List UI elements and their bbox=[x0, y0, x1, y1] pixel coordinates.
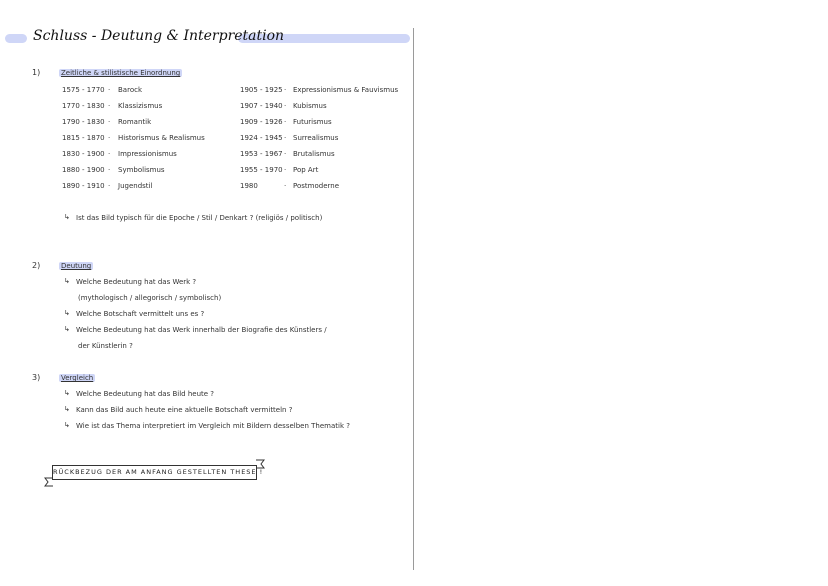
section-number: 1) bbox=[32, 68, 41, 77]
epoch-years: 1880 - 1900 bbox=[62, 166, 105, 174]
epoch-style: Barock bbox=[118, 86, 143, 94]
epoch-dot: · bbox=[284, 102, 287, 110]
epoch-dot: · bbox=[284, 182, 287, 190]
section-number: 3) bbox=[32, 373, 41, 382]
epoch-dot: · bbox=[108, 182, 111, 190]
epoch-style: Futurismus bbox=[293, 118, 332, 126]
epoch-years: 1924 - 1945 bbox=[240, 134, 283, 142]
bullet-text: der Künstlerin ? bbox=[78, 342, 133, 350]
epoch-style: Postmoderne bbox=[293, 182, 339, 190]
epoch-style: Romantik bbox=[118, 118, 152, 126]
bullet-text: Wie ist das Thema interpretiert im Vergleich mit Bildern desselben Thematik ? bbox=[76, 422, 350, 430]
epoch-dot: · bbox=[108, 86, 111, 94]
epoch-years: 1980 bbox=[240, 182, 258, 190]
bullet-text: Welche Bedeutung hat das Werk ? bbox=[76, 278, 197, 286]
arrow-icon: ↳ bbox=[64, 277, 70, 285]
arrow-icon: ↳ bbox=[64, 325, 70, 333]
epoch-years: 1953 - 1967 bbox=[240, 150, 283, 158]
epoch-style: Symbolismus bbox=[118, 166, 165, 174]
section-heading: Deutung bbox=[61, 262, 92, 270]
arrow-icon: ↳ bbox=[64, 309, 70, 317]
section-note: Ist das Bild typisch für die Epoche / Stil / Denkart ? (religiös / politisch) bbox=[76, 214, 323, 222]
epoch-style: Historismus & Realismus bbox=[118, 134, 205, 142]
epoch-dot: · bbox=[108, 150, 111, 158]
section-heading: Zeitliche & stilistische Einordnung bbox=[61, 69, 181, 77]
bullet-text: Welche Bedeutung hat das Bild heute ? bbox=[76, 390, 214, 398]
bullet-text: Kann das Bild auch heute eine aktuelle Botschaft vermitteln ? bbox=[76, 406, 293, 414]
bullet-text: (mythologisch / allegorisch / symbolisch) bbox=[78, 294, 222, 302]
epoch-years: 1770 - 1830 bbox=[62, 102, 105, 110]
epoch-years: 1790 - 1830 bbox=[62, 118, 105, 126]
arrow-icon: ↳ bbox=[64, 421, 70, 429]
epoch-style: Kubismus bbox=[293, 102, 327, 110]
epoch-dot: · bbox=[284, 166, 287, 174]
section-heading: Vergleich bbox=[61, 374, 94, 382]
page-title: Schluss - Deutung & Interpretation bbox=[33, 28, 285, 44]
epoch-style: Impressionismus bbox=[118, 150, 177, 158]
epoch-years: 1907 - 1940 bbox=[240, 102, 283, 110]
epoch-dot: · bbox=[284, 118, 287, 126]
epoch-style: Expressionismus & Fauvismus bbox=[293, 86, 399, 94]
epoch-dot: · bbox=[108, 102, 111, 110]
arrow-icon: ↳ bbox=[64, 405, 70, 413]
epoch-dot: · bbox=[284, 86, 287, 94]
epoch-dot: · bbox=[108, 134, 111, 142]
bullet-text: Welche Botschaft vermittelt uns es ? bbox=[76, 310, 205, 318]
epoch-years: 1909 - 1926 bbox=[240, 118, 283, 126]
page-divider bbox=[413, 28, 414, 570]
epoch-dot: · bbox=[284, 150, 287, 158]
title-highlight-left bbox=[5, 34, 27, 43]
epoch-years: 1955 - 1970 bbox=[240, 166, 283, 174]
epoch-style: Jugendstil bbox=[118, 182, 153, 190]
epoch-dot: · bbox=[108, 118, 111, 126]
epoch-dot: · bbox=[108, 166, 111, 174]
section-number: 2) bbox=[32, 261, 41, 270]
banner-ribbon-right-icon bbox=[255, 459, 265, 469]
epoch-style: Surrealismus bbox=[293, 134, 339, 142]
epoch-style: Klassizismus bbox=[118, 102, 163, 110]
epoch-years: 1575 - 1770 bbox=[62, 86, 105, 94]
epoch-years: 1830 - 1900 bbox=[62, 150, 105, 158]
epoch-dot: · bbox=[284, 134, 287, 142]
arrow-icon: ↳ bbox=[64, 389, 70, 397]
bullet-text: Welche Bedeutung hat das Werk innerhalb der Biografie des Künstlers / bbox=[76, 326, 327, 334]
conclusion-banner: RÜCKBEZUG DER AM ANFANG GESTELLTEN THESE ! bbox=[52, 465, 257, 480]
epoch-years: 1815 - 1870 bbox=[62, 134, 105, 142]
epoch-style: Brutalismus bbox=[293, 150, 335, 158]
epoch-years: 1905 - 1925 bbox=[240, 86, 283, 94]
arrow-icon: ↳ bbox=[64, 213, 70, 221]
epoch-style: Pop Art bbox=[293, 166, 319, 174]
epoch-years: 1890 - 1910 bbox=[62, 182, 105, 190]
